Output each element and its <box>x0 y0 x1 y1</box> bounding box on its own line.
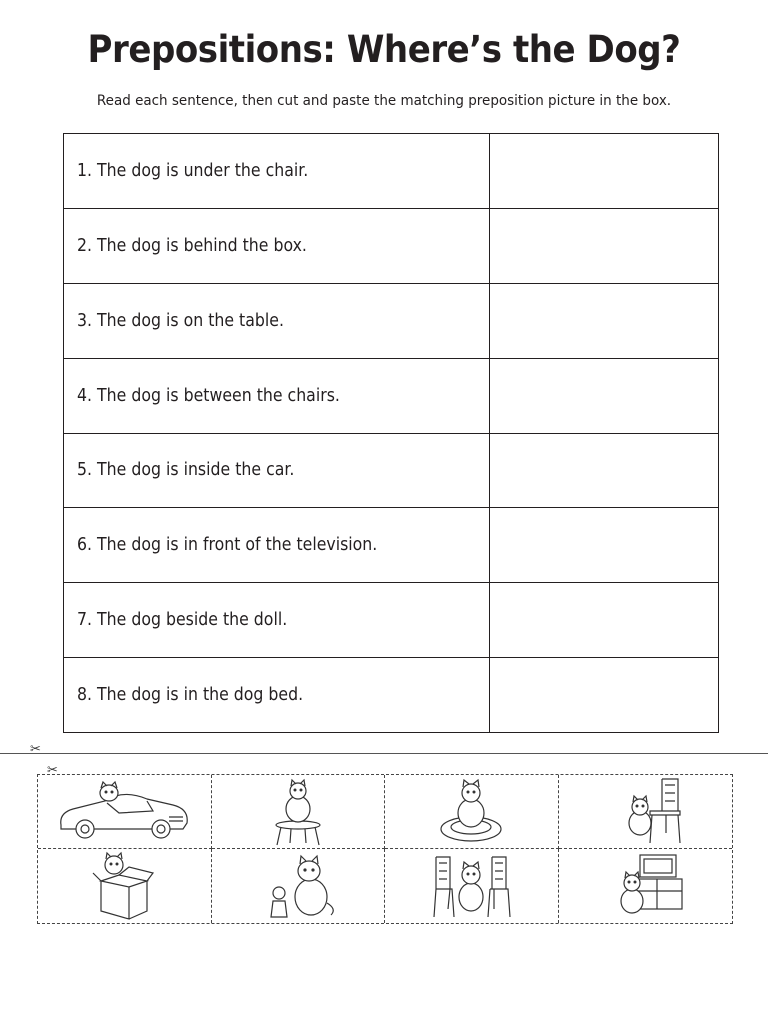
cutout-pictures <box>37 774 733 924</box>
sentence-cell <box>64 208 490 283</box>
paste-box[interactable] <box>490 583 719 658</box>
scissors-icon: ✂ <box>30 742 41 757</box>
row-number: 1. <box>77 160 93 181</box>
sentence-text: The dog is on the table. <box>97 310 284 331</box>
table-row <box>64 433 719 508</box>
dog-beside-doll-icon <box>223 851 373 921</box>
dog-in-bed-icon <box>396 777 546 847</box>
table-row <box>64 583 719 658</box>
row-number: 5. <box>77 460 93 481</box>
picture-card[interactable] <box>212 775 386 849</box>
scissors-icon: ✂ <box>47 763 58 778</box>
sentence-cell <box>64 283 490 358</box>
row-number: 3. <box>77 310 93 331</box>
dog-between-chairs-icon <box>396 851 546 921</box>
picture-card[interactable] <box>38 775 212 849</box>
sentence-text: The dog is in front of the television. <box>97 535 378 556</box>
table-row <box>64 283 719 358</box>
sentence-cell <box>64 134 490 209</box>
dog-under-chair-icon <box>570 777 720 847</box>
row-number: 7. <box>77 610 93 631</box>
sentence-cell <box>64 583 490 658</box>
sentence-cell <box>64 508 490 583</box>
picture-card[interactable] <box>559 775 733 849</box>
cut-line <box>0 753 768 754</box>
sentence-cell <box>64 358 490 433</box>
sentence-text: The dog is behind the box. <box>97 235 307 256</box>
dog-behind-box-icon <box>49 851 199 921</box>
table-row <box>64 358 719 433</box>
row-number: 2. <box>77 235 93 256</box>
sentence-text: The dog is inside the car. <box>97 460 295 481</box>
dog-in-car-icon <box>49 777 199 847</box>
sentence-text: The dog is under the chair. <box>97 160 309 181</box>
picture-card[interactable] <box>212 849 386 923</box>
row-number: 6. <box>77 535 93 556</box>
picture-card[interactable] <box>385 775 559 849</box>
picture-card[interactable] <box>385 849 559 923</box>
row-number: 8. <box>77 685 93 706</box>
instructions: Read each sentence, then cut and paste the matching preposition picture in the box. <box>96 93 672 109</box>
sentence-text: The dog beside the doll. <box>97 610 288 631</box>
picture-card[interactable] <box>559 849 733 923</box>
paste-box[interactable] <box>490 508 719 583</box>
paste-box[interactable] <box>490 134 719 209</box>
table-row <box>64 134 719 209</box>
dog-on-table-icon <box>223 777 373 847</box>
sentence-cell <box>64 658 490 733</box>
paste-box[interactable] <box>490 208 719 283</box>
page-title: Prepositions: Where’s the Dog? <box>87 28 681 71</box>
table-row <box>64 208 719 283</box>
sentence-table <box>63 133 719 733</box>
paste-box[interactable] <box>490 433 719 508</box>
table-row <box>64 508 719 583</box>
paste-box[interactable] <box>490 358 719 433</box>
sentence-text: The dog is between the chairs. <box>97 385 340 406</box>
picture-card[interactable] <box>38 849 212 923</box>
sentence-text: The dog is in the dog bed. <box>97 685 304 706</box>
sentence-cell <box>64 433 490 508</box>
dog-in-front-of-tv-icon <box>570 851 720 921</box>
paste-box[interactable] <box>490 283 719 358</box>
row-number: 4. <box>77 385 93 406</box>
table-row <box>64 658 719 733</box>
paste-box[interactable] <box>490 658 719 733</box>
